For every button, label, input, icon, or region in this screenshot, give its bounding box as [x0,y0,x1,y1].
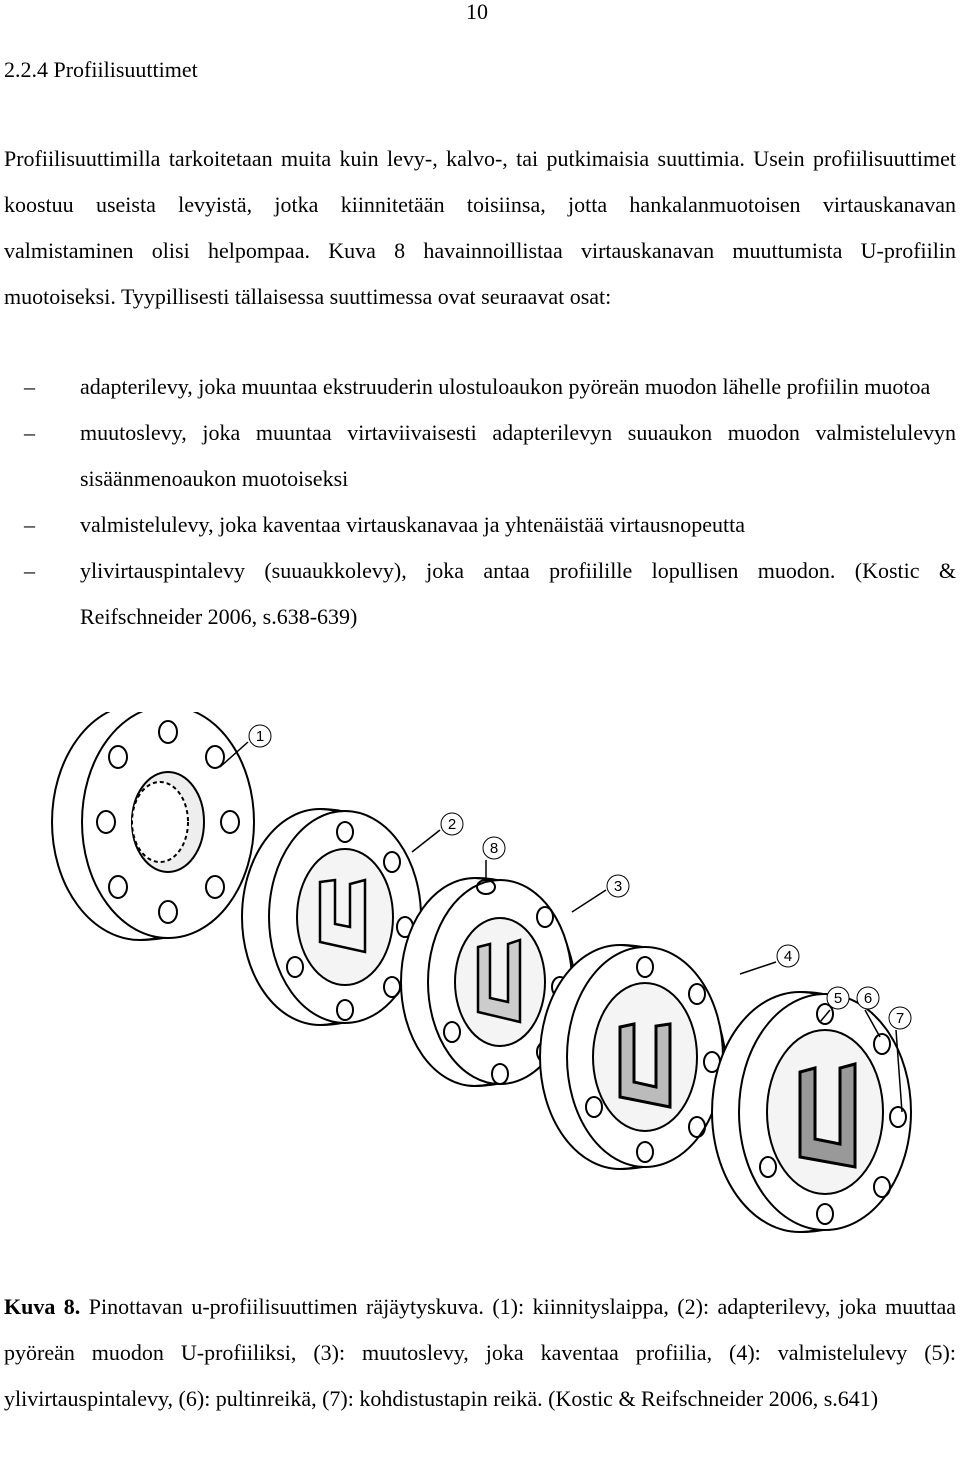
list-item [4,364,956,410]
list-item [4,502,956,548]
figure-caption [4,1284,956,1422]
list-dash: – [24,420,35,445]
callout-label: 7 [895,1010,905,1027]
callout-label: 5 [833,990,843,1007]
section-heading: 2.2.4 Profiilisuuttimet [4,57,198,82]
adapter-plate [242,809,421,1025]
list-item [4,548,956,640]
list-item-text: muutoslevy, joka muuntaa virtaviivaisesti adapterilevyn suuaukon muodon valmistelulevyn sisäänmenoaukon muotoiseksi [80,420,956,491]
preparation-plate [540,945,726,1169]
exploded-die-illustration [20,712,940,1272]
list-item-text: valmistelulevy, joka kaventaa virtauskanavaa ja yhtenäistää virtausnopeutta [80,512,746,537]
callout-label: 8 [489,840,499,857]
caption-text: Pinottavan u-profiilisuuttimen räjäytyskuva. (1): kiinnityslaippa, (2): adapterilevy, joka muuttaa pyöreän muodon U-profiiliksi, (3): muutoslevy, joka kaventaa profiilia, (4): valmistelulevy (5): ylivirtauspintalevy, (6): pultinreikä, (7): kohdistustapin reikä. (Kostic & Reifschneider 2006, s.641) [4,1294,956,1411]
callout-label: 1 [255,728,265,745]
page-number: 10 [466,0,488,24]
parts-list [4,364,956,640]
list-dash: – [24,512,35,537]
flange-plate [52,712,254,940]
list-item-text: adapterilevy, joka muuntaa ekstruuderin ulostuloaukon pyöreän muodon lähelle profiilin muotoa [80,374,931,399]
callout-label: 6 [863,990,873,1007]
intro-paragraph: Profiilisuuttimilla tarkoitetaan muita kuin levy-, kalvo-, tai putkimaisia suuttimia. Usein profiilisuuttimet koostuu useista levyistä, jotka kiinnitetään toisiinsa, jotta hankalanmuotoisen virtauskanavan valmistaminen olisi helpompaa. Kuva 8 havainnoillistaa virtauskanavan muuttumista U-profiilin muotoiseksi. Tyypillisesti tällaisessa suuttimessa ovat seuraavat osat: [4,146,956,309]
list-item-text: ylivirtauspintalevy (suuaukkolevy), joka antaa profiilille lopullisen muodon. (Kostic & Reifschneider 2006, s.638-639) [80,558,956,629]
land-plate [712,992,911,1232]
callout-label: 4 [783,948,793,965]
list-dash: – [24,374,35,399]
caption-label: Kuva 8. [4,1294,81,1319]
list-dash: – [24,558,35,583]
list-item [4,410,956,502]
callout-label: 3 [613,878,623,895]
callout-label: 2 [447,816,457,833]
